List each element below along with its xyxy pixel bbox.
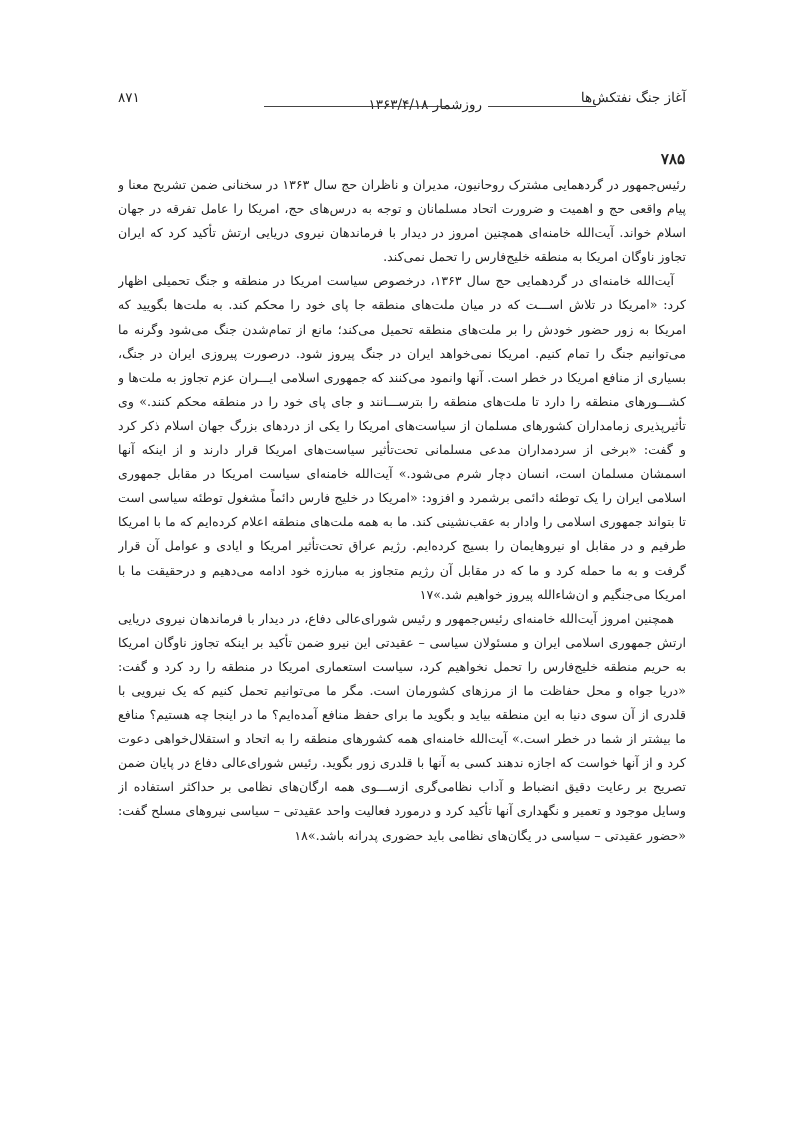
entry-body <box>118 173 686 1053</box>
date-label: روزشمار ۱۳۶۳/۴/۱۸ <box>368 97 482 113</box>
paragraph-2: آیت‌الله خامنه‌ای در گردهمایی حج سال ۱۳۶۳، درخصوص سیاست امریکا در منطقه و جنگ تحمیلی اظهار کرد: «امریکا در تلاش اســـت که در میان ملت‌های منطقه جا پای خود را محکم کند. به ملت‌ها بگویید که امریکا به زور حضور خودش را بر ملت‌های منطقه تحمیل می‌کند؛ مانع از تمام‌شدن جنگ می‌شود وگرنه ما می‌توانیم جنگ را تمام کنیم. امریکا نمی‌خواهد ایران در جنگ پیروز شود. درصورت پیروزی ایران در جنگ، بسیاری از منافع امریکا در خطر است. آنها وانمود می‌کنند که جمهوری اسلامی ایـــران عزم تجاوز به ملت‌ها و کشـــورهای منطقه را دارد تا ملت‌های منطقه را بترســـانند و جای پای خود را در منطقه محکم کنند.» وی تأثیرپذیری زمامداران کشورهای مسلمان از سیاست‌های امریکا را یکی از دردهای بزرگ جهان اسلام ذکر کرد و گفت: «برخی از سردمداران مدعی مسلمانی تحت‌تأثیر سیاست‌های امریکا قرار دارند و از اینکه آنها اسمشان مسلمان است، انسان دچار شرم می‌شود.» آیت‌الله خامنه‌ای سیاست امریکا در مقابل جمهوری اسلامی ایران را یک توطئه دائمی برشمرد و افزود: «امریکا در خلیج فارس دائماً مشغول توطئه سیاسی است تا بتواند جمهوری اسلامی را وادار به عقب‌نشینی کند. ما به همه ملت‌های منطقه اعلام کرده‌ایم که ما با امریکا طرفیم و در مقابل او نیروهایمان را بسیج کرده‌ایم. رژیم عراق تحت‌تأثیر امریکا و ایادی و عوامل آن قرار گرفت و به ما حمله کرد و ما که در مقابل آن رژیم متجاوز به مبارزه خود ادامه می‌دهیم و درحقیقت ما با امریکا می‌جنگیم و ان‌شاءالله پیروز خواهیم شد.»۱۷ <box>118 273 686 602</box>
page-number: ۸۷۱ <box>118 90 140 106</box>
book-title: آغاز جنگ نفتکش‌ها <box>580 90 686 106</box>
entry-number: ۷۸۵ <box>660 150 685 168</box>
paragraph-3: همچنین امروز آیت‌الله خامنه‌ای رئیس‌جمهور و رئیس شورای‌عالی دفاع، در دیدار با فرماندهان نیروی دریایی ارتش جمهوری اسلامی ایران و مسئولان سیاسی – عقیدتی این نیرو ضمن تأکید بر اینکه تجاوز ناوگان امریکا به حریم منطقه خلیج‌فارس را تحمل نخواهیم کرد، سیاست استعماری امریکا در منطقه را رد کرد و گفت: «دریا جواه و محل حفاظت ما از مرزهای کشورمان است. مگر ما می‌توانیم تحمل کنیم که یک نیرویی با قلدری از آن سوی دنیا به این منطقه بیاید و بگوید ما برای حفظ منافع آمده‌ایم؟ ما در اینجا چه هستیم؟ منافع ما بیشتر از شما در خطر است.» آیت‌الله خامنه‌ای همه کشورهای منطقه را به اتحاد و استقلال‌خواهی دعوت کرد و از آنها خواست که اجازه ندهند کسی به آنها با قلدری زور بگوید. رئیس شورای‌عالی دفاع در پایان ضمن تصریح بر رعایت دقیق انضباط و آداب نظامی‌گری ازســـوی همه ارگان‌های نظامی بر حداکثر استفاده از وسایل موجود و تعمیر و نگهداری آنها تأکید کرد و درمورد فعالیت واحد عقیدتی – سیاسی نیروهای مسلح گفت: «حضور عقیدتی – سیاسی در یگان‌های نظامی باید حضوری پدرانه باشد.»۱۸ <box>118 610 686 843</box>
header-rule-left <box>264 106 448 107</box>
paragraph-1: رئیس‌جمهور در گردهمایی مشترک روحانیون، مدیران و ناظران حج سال ۱۳۶۳ در سخنانی ضمن تشریح معنا و پیام واقعی حج و اهمیت و ضرورت اتحاد مسلمانان و توجه به درس‌های حج، امریکا را عامل تفرقه در جهان اسلام خواند. آیت‌الله خامنه‌ای همچنین امروز در دیدار با فرماندهان نیروی دریایی ارتش تأکید کرد که ایران تجاوز ناوگان امریکا به منطقه خلیج‌فارس را تحمل نمی‌کند. <box>118 177 686 265</box>
running-header <box>118 86 686 118</box>
header-rule-right <box>488 106 596 107</box>
